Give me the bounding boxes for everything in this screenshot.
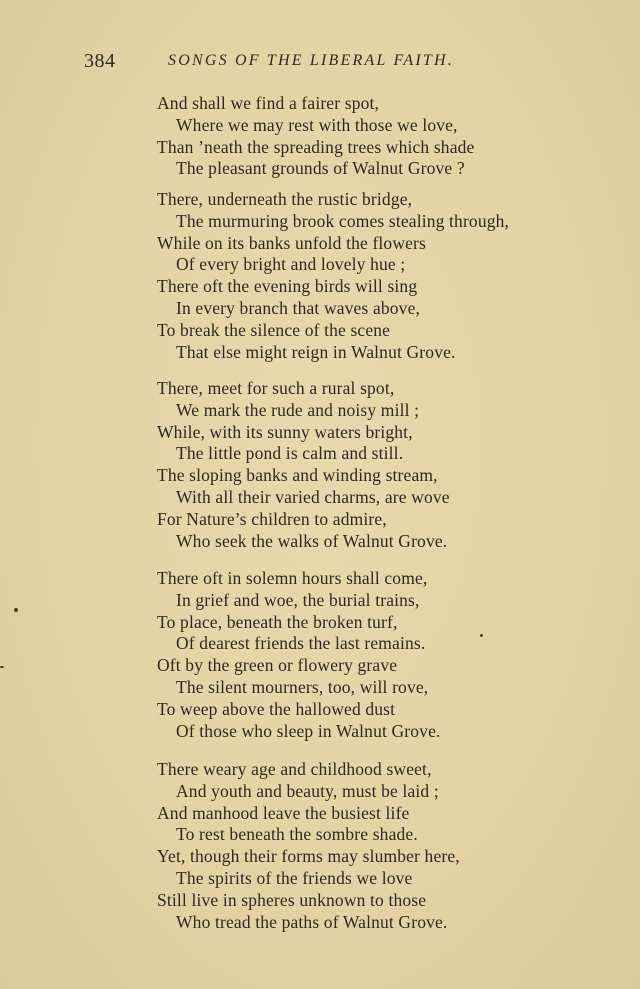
- verse-line: The little pond is calm and still.: [176, 443, 404, 464]
- verse-line: The pleasant grounds of Walnut Grove ?: [176, 158, 465, 179]
- paper-speck: [14, 608, 18, 612]
- paper-speck: [0, 666, 4, 668]
- verse-line: While on its banks unfold the flowers: [157, 232, 426, 253]
- verse-line: And youth and beauty, must be laid ;: [176, 780, 439, 801]
- verse-line: Still live in spheres unknown to those: [157, 889, 427, 910]
- page-header: [84, 50, 564, 74]
- verse-line: Where we may rest with those we love,: [176, 114, 458, 135]
- stanza-1: [157, 93, 597, 180]
- verse-line: The spirits of the friends we love: [176, 867, 413, 888]
- stanza-3: [157, 378, 597, 552]
- verse-line: The murmuring brook comes stealing through,: [176, 210, 510, 231]
- verse-line: In grief and woe, the burial trains,: [176, 589, 420, 610]
- verse-line: There weary age and childhood sweet,: [157, 759, 432, 779]
- verse-line: Oft by the green or flowery grave: [157, 655, 398, 676]
- verse-line: With all their varied charms, are wove: [176, 486, 450, 507]
- running-title: SONGS OF THE LIBERAL FAITH.: [168, 52, 454, 69]
- verse-line: There oft the evening birds will sing: [157, 276, 418, 297]
- verse-line: To weep above the hallowed dust: [157, 698, 396, 719]
- verse-line: For Nature’s children to admire,: [157, 508, 387, 529]
- verse-line: There, meet for such a rural spot,: [157, 378, 395, 398]
- verse-line: Of those who sleep in Walnut Grove.: [176, 720, 441, 741]
- verse-line: To place, beneath the broken turf,: [157, 611, 398, 632]
- verse-line: Yet, though their forms may slumber here,: [157, 846, 460, 867]
- verse-line: In every branch that waves above,: [176, 297, 421, 318]
- verse-line: While, with its sunny waters bright,: [157, 421, 413, 442]
- verse-line: The silent mourners, too, will rove,: [176, 676, 429, 697]
- verse-line: That else might reign in Walnut Grove.: [176, 341, 456, 362]
- verse-line: Than ’neath the spreading trees which shade: [157, 136, 475, 157]
- verse-line: The sloping banks and winding stream,: [157, 465, 438, 486]
- page-number: 384: [84, 50, 116, 72]
- verse-line: Of every bright and lovely hue ;: [176, 254, 406, 275]
- stanza-4: [157, 568, 597, 742]
- verse-line: And shall we find a fairer spot,: [157, 93, 380, 113]
- verse-line: There, underneath the rustic bridge,: [157, 189, 413, 209]
- verse-line: And manhood leave the busiest life: [157, 802, 410, 823]
- verse-line: To break the silence of the scene: [157, 319, 391, 340]
- verse-line: We mark the rude and noisy mill ;: [176, 399, 420, 420]
- verse-line: Who seek the walks of Walnut Grove.: [176, 530, 448, 551]
- verse-line: To rest beneath the sombre shade.: [176, 824, 418, 845]
- verse-line: Of dearest friends the last remains.: [176, 633, 426, 654]
- paper-speck: [480, 634, 483, 637]
- verse-line: Who tread the paths of Walnut Grove.: [176, 911, 448, 932]
- stanza-2: [157, 189, 597, 363]
- stanza-5: [157, 759, 597, 933]
- verse-line: There oft in solemn hours shall come,: [157, 568, 428, 588]
